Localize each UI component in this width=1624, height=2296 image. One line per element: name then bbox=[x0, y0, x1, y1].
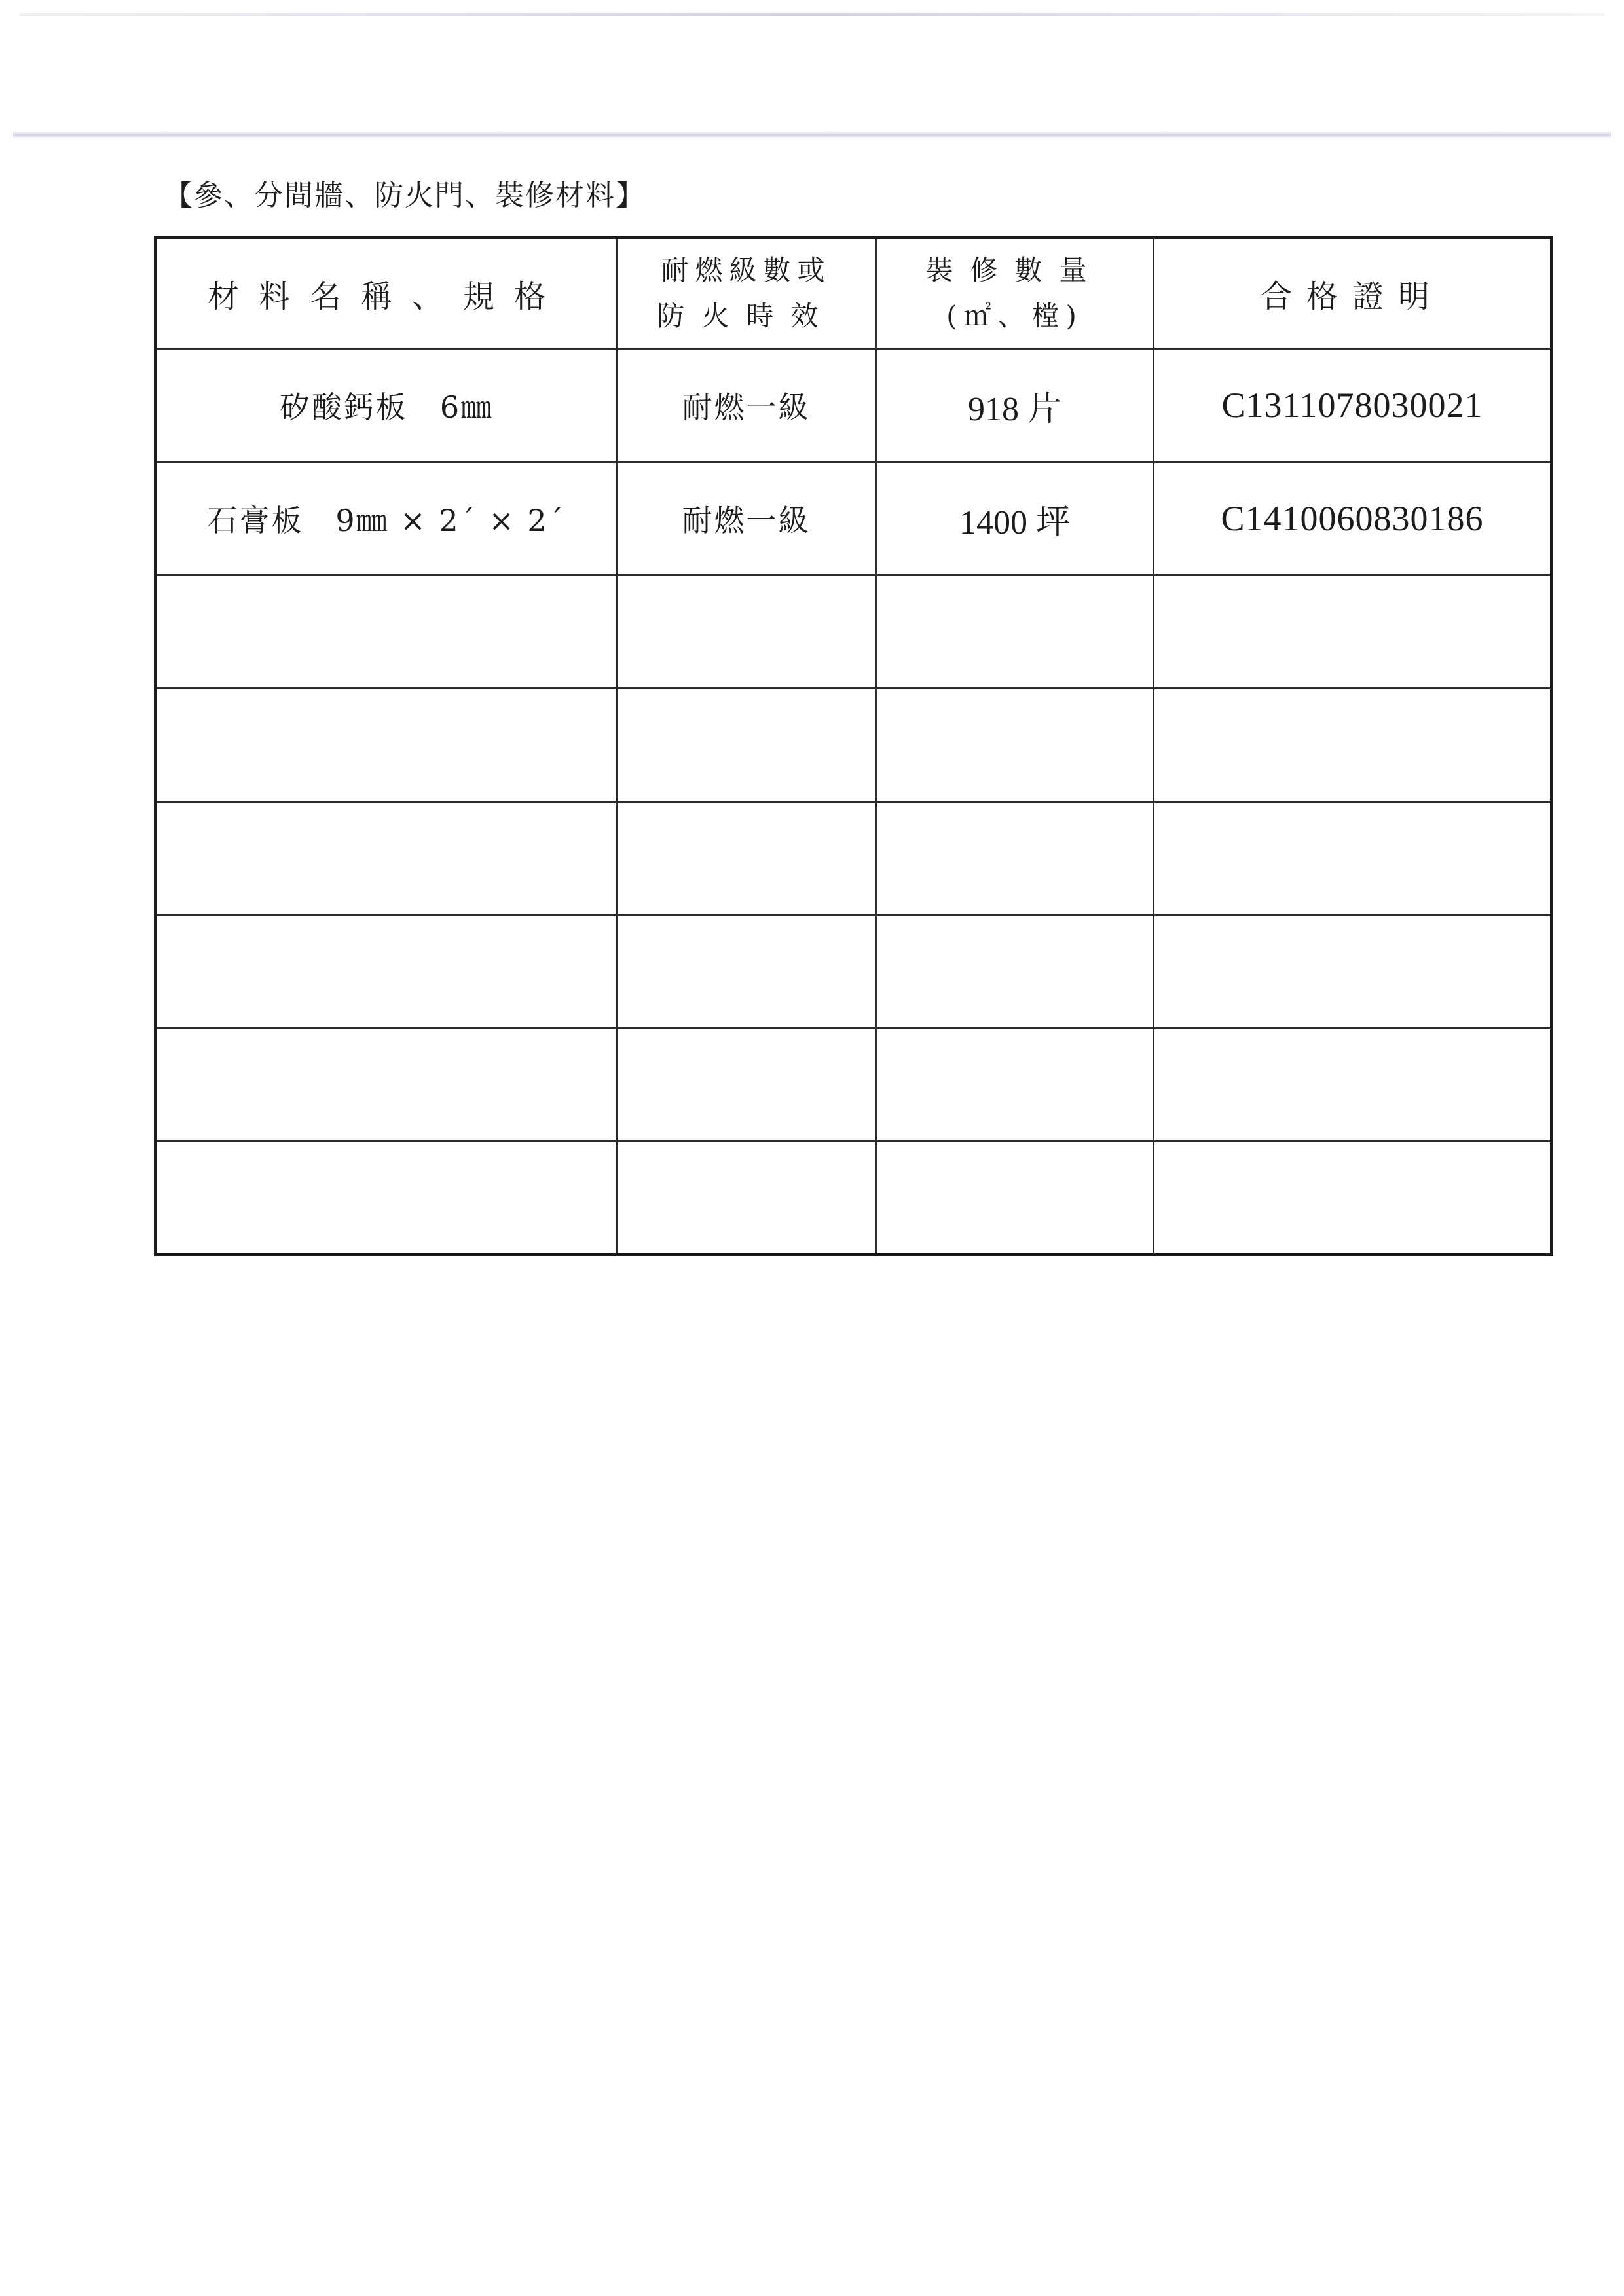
table-header-row bbox=[156, 238, 1552, 349]
scan-artifact-top bbox=[20, 13, 1604, 16]
cell-certificate bbox=[1154, 1142, 1552, 1255]
cell-quantity bbox=[876, 802, 1154, 915]
cell-certificate bbox=[1154, 689, 1552, 802]
cell-rating bbox=[617, 689, 876, 802]
cell-certificate bbox=[1154, 802, 1552, 915]
table-row bbox=[156, 915, 1552, 1029]
cell-certificate bbox=[1154, 1029, 1552, 1142]
cell-certificate-text: C1311078030021 bbox=[1221, 386, 1483, 425]
cell-material bbox=[156, 349, 617, 462]
section-heading: 【參、分間牆、防火門、裝修材料】 bbox=[164, 179, 646, 212]
cell-quantity bbox=[876, 575, 1154, 689]
scan-artifact-band bbox=[13, 131, 1611, 139]
cell-material bbox=[156, 802, 617, 915]
header-material-name-label: 材料名稱、規格 bbox=[207, 278, 565, 315]
cell-rating bbox=[617, 575, 876, 689]
cell-certificate bbox=[1154, 915, 1552, 1029]
cell-material-text: 石膏板 9㎜ × 2´ × 2´ bbox=[207, 503, 566, 538]
cell-material bbox=[156, 575, 617, 689]
cell-material bbox=[156, 1142, 617, 1255]
table-row bbox=[156, 689, 1552, 802]
cell-rating bbox=[617, 802, 876, 915]
header-fire-rating-line2: 防火時效 bbox=[657, 300, 836, 332]
cell-quantity bbox=[876, 1142, 1154, 1255]
cell-quantity bbox=[876, 689, 1154, 802]
cell-material bbox=[156, 689, 617, 802]
cell-quantity bbox=[876, 349, 1154, 462]
cell-quantity-text: 918 片 bbox=[967, 390, 1061, 428]
cell-certificate bbox=[1154, 349, 1552, 462]
table-row bbox=[156, 802, 1552, 915]
cell-material bbox=[156, 462, 617, 575]
table-row bbox=[156, 462, 1552, 575]
header-fire-rating bbox=[617, 238, 876, 349]
cell-rating bbox=[617, 1029, 876, 1142]
table-row bbox=[156, 1029, 1552, 1142]
cell-quantity bbox=[876, 462, 1154, 575]
table-row bbox=[156, 575, 1552, 689]
cell-material bbox=[156, 915, 617, 1029]
cell-rating bbox=[617, 1142, 876, 1255]
cell-rating-text: 耐燃一級 bbox=[682, 503, 811, 538]
header-material-name bbox=[156, 238, 617, 349]
header-quantity bbox=[876, 238, 1154, 349]
cell-rating bbox=[617, 462, 876, 575]
header-quantity-line2: (㎡、樘) bbox=[946, 300, 1083, 332]
header-quantity-line1: 裝修數量 bbox=[925, 254, 1104, 286]
materials-table bbox=[154, 236, 1553, 1256]
cell-certificate-text: C1410060830186 bbox=[1221, 499, 1484, 538]
header-certificate-label: 合格證明 bbox=[1260, 278, 1444, 315]
cell-rating bbox=[617, 915, 876, 1029]
cell-rating bbox=[617, 349, 876, 462]
cell-certificate bbox=[1154, 462, 1552, 575]
cell-quantity-text: 1400 坪 bbox=[959, 503, 1070, 541]
header-fire-rating-line1: 耐燃級數或 bbox=[661, 254, 832, 286]
cell-material-text: 矽酸鈣板 6㎜ bbox=[279, 390, 494, 425]
cell-rating-text: 耐燃一級 bbox=[682, 390, 811, 425]
cell-quantity bbox=[876, 1029, 1154, 1142]
cell-quantity bbox=[876, 915, 1154, 1029]
table-row bbox=[156, 349, 1552, 462]
table-row bbox=[156, 1142, 1552, 1255]
cell-certificate bbox=[1154, 575, 1552, 689]
header-certificate bbox=[1154, 238, 1552, 349]
cell-material bbox=[156, 1029, 617, 1142]
